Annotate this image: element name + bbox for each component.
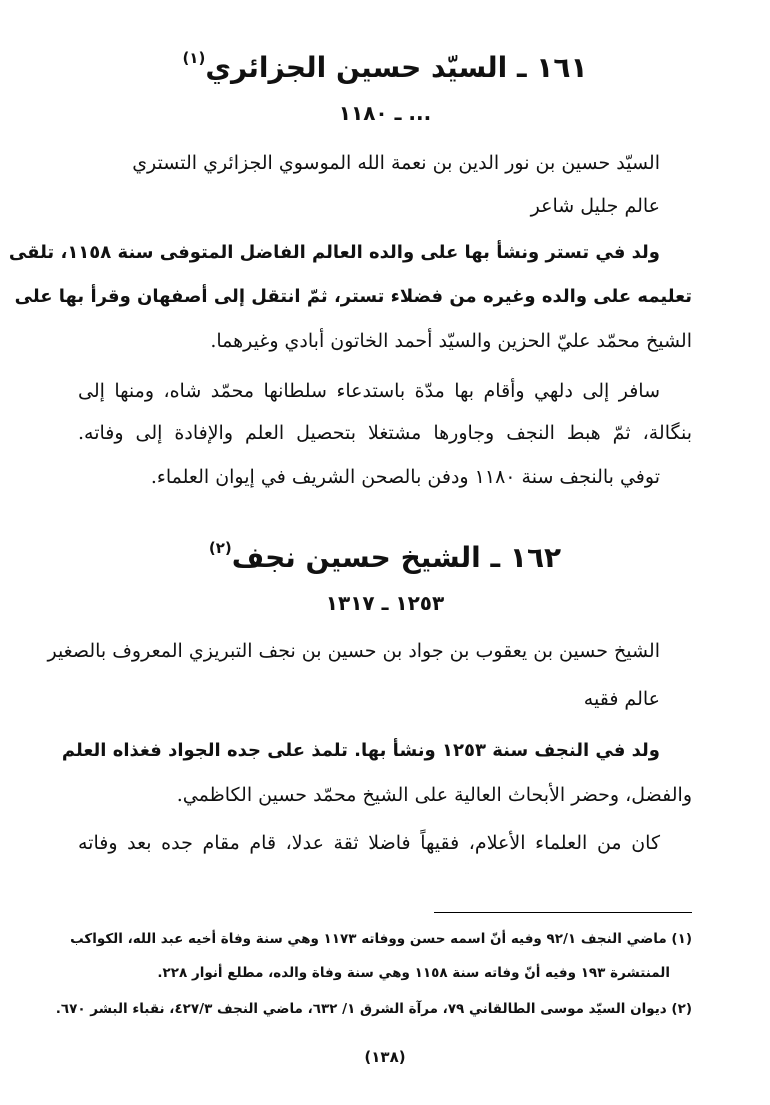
paragraph-line: تعليمه على والده وغيره من فضلاء تستر، ثمّ انتقل إلى أصفهان وقرأ بها على [14,286,692,307]
paragraph-line: والفضل، وحضر الأبحاث العالية على الشيخ محمّد حسين الكاظمي. [176,784,692,806]
paragraph-line: ولد في النجف سنة ١٢٥٣ ونشأ بها. تلمذ على جده الجواد فغذاه العلم [61,740,660,761]
paragraph-line: كان من العلماء الأعلام، فقيهاً فاضلا ثقة عدلا، قام مقام جده بعد وفاته [78,832,660,854]
entry-title [60,528,710,578]
paragraph-line: بنگالة، ثمّ هبط النجف وجاورها مشتغلا بتحصيل العلم والإفادة إلى وفاته. [78,422,692,444]
entry-title [60,38,710,88]
entry-title-text: ١٦١ ـ السيّد حسين الجزائري [205,51,588,84]
paragraph-line: الشيخ محمّد عليّ الحزين والسيّد أحمد الخاتون أبادي وغيرهما. [210,330,692,352]
footnote-ref: (٢) [208,539,232,557]
entry-description: عالم فقيه [583,688,660,710]
paragraph-line: ولد في تستر ونشأ بها على والده العالم الفاضل المتوفى سنة ١١٥٨، تلقى [8,242,660,263]
entry-years: ١٢٥٣ ـ ١٣١٧ [325,591,445,615]
entry-name-line: السيّد حسين بن نور الدين بن نعمة الله الموسوي الجزائري التستري [132,152,660,174]
footnote-line: المنتشرة ١٩٣ وفيه أنّ وفاته سنة ١١٥٨ وهي سنة وفاة والده، مطلع أنوار ٢٢٨. [157,965,670,981]
footnote-line: (٢) ديوان السيّد موسى الطالقاني ٧٩، مرآة الشرق ١/ ٦٣٢، ماضي النجف ٤٢٧/٣، نقباء البشر ٦٧٠. [55,1001,692,1017]
footnote-ref: (١) [182,49,206,67]
entry-name-line: الشيخ حسين بن يعقوب بن جواد بن حسين بن نجف التبريزي المعروف بالصغير [47,640,660,662]
entry-title-text: ١٦٢ ـ الشيخ حسين نجف [231,541,562,574]
page-number: (١٣٨) [364,1048,406,1066]
paragraph-line: سافر إلى دلهي وأقام بها مدّة باستدعاء سلطانها محمّد شاه، ومنها إلى [78,380,660,402]
paragraph-line: توفي بالنجف سنة ١١٨٠ ودفن بالصحن الشريف في إيوان العلماء. [150,466,660,488]
entry-years: ... ـ ١١٨٠ [338,101,432,125]
footnote-line: (١) ماضي النجف ٩٢/١ وفيه أنّ اسمه حسن ووفاته ١١٧٣ وهي سنة وفاة أخيه عبد الله، الكواكب [70,931,692,947]
entry-description: عالم جليل شاعر [530,195,660,217]
footnote-separator [434,912,692,913]
